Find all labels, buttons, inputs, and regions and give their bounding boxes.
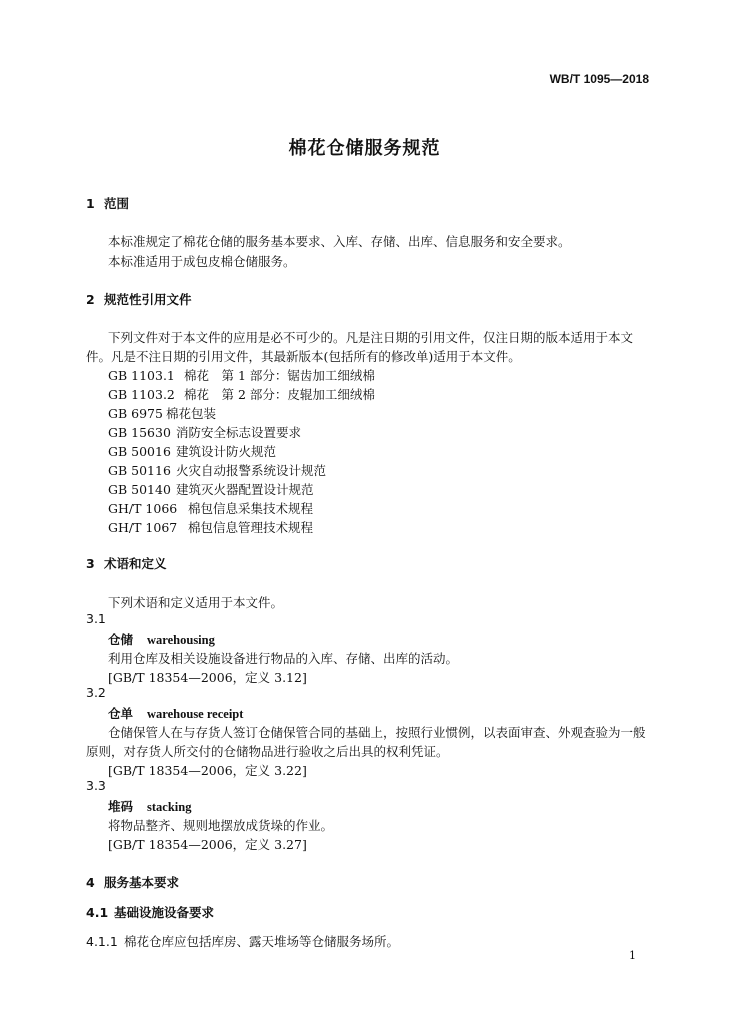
reference-item: [108, 480, 314, 498]
section-4-heading: [86, 873, 179, 891]
reference-code: GB 1103.1: [108, 368, 175, 383]
section-number: 2: [86, 292, 95, 307]
reference-title: 建筑设计防火规范: [176, 444, 277, 459]
subsection-heading: [86, 903, 214, 921]
term-number: 3.1: [86, 611, 106, 626]
section-2-heading: [86, 290, 192, 308]
reference-item: [108, 385, 375, 403]
reference-title: 消防安全标志设置要求: [176, 425, 302, 440]
term-definition-cont: 原则，对存货人所交付的仓储物品进行验收之后出具的权利凭证。: [86, 744, 449, 759]
reference-code: GB 50116: [108, 463, 171, 478]
term-definition: 仓储保管人在与存货人签订仓储保管合同的基础上，按照行业惯例，以表面审查、外观查验为一般: [108, 725, 646, 740]
reference-item: [108, 461, 326, 479]
section-title: 范围: [104, 196, 130, 211]
reference-title: 棉包信息采集技术规程: [188, 501, 314, 516]
subsection-title: 基础设施设备要求: [114, 905, 215, 920]
term-en: stacking: [147, 800, 192, 814]
paragraph: 下列术语和定义适用于本文件。: [108, 595, 284, 610]
paragraph: 下列文件对于本文件的应用是必不可少的。凡是注日期的引用文件，仅注日期的版本适用于本文: [108, 330, 634, 345]
reference-title: 棉花包装: [166, 406, 217, 421]
section-title: 术语和定义: [104, 556, 167, 571]
term-source: [GB/T 18354—2006，定义 3.27]: [108, 837, 307, 852]
standard-number: WB/T 1095—2018: [549, 72, 649, 86]
reference-code: GB 50140: [108, 482, 171, 497]
reference-item: [108, 442, 276, 460]
reference-title: 火灾自动报警系统设计规范: [176, 463, 327, 478]
reference-code: GH/T 1067: [108, 520, 178, 535]
reference-item: [108, 423, 301, 441]
reference-title: 建筑灭火器配置设计规范: [176, 482, 314, 497]
section-number: 1: [86, 196, 95, 211]
section-number: 4: [86, 875, 95, 890]
reference-title: 棉花 第 1 部分：锯齿加工细绒棉: [184, 368, 375, 383]
term-en: warehousing: [147, 633, 215, 647]
term-zh: 堆码: [108, 799, 134, 814]
term-heading: [108, 630, 215, 648]
paragraph: 本标准规定了棉花仓储的服务基本要求、入库、存储、出库、信息服务和安全要求。: [108, 234, 571, 249]
section-3-heading: [86, 554, 167, 572]
term-definition: 利用仓库及相关设施设备进行物品的入库、存储、出库的活动。: [108, 651, 459, 666]
term-source: [GB/T 18354—2006，定义 3.12]: [108, 670, 307, 685]
reference-title: 棉包信息管理技术规程: [188, 520, 314, 535]
reference-code: GH/T 1066: [108, 501, 178, 516]
term-source: [GB/T 18354—2006，定义 3.22]: [108, 763, 307, 778]
term-number: 3.2: [86, 685, 106, 700]
reference-code: GB 15630: [108, 425, 171, 440]
subsection-number: 4.1: [86, 905, 109, 920]
term-definition: 将物品整齐、规则地摆放成货垛的作业。: [108, 818, 334, 833]
document-title: 棉花仓储服务规范: [288, 138, 441, 159]
paragraph: 件。凡是不注日期的引用文件，其最新版本(包括所有的修改单)适用于本文件。: [86, 349, 521, 364]
reference-code: GB 1103.2: [108, 387, 175, 402]
section-number: 3: [86, 556, 95, 571]
term-heading: [108, 704, 243, 722]
term-zh: 仓储: [108, 632, 134, 647]
reference-item: [108, 404, 216, 422]
term-heading: [108, 797, 191, 815]
section-title: 规范性引用文件: [104, 292, 192, 307]
section-1-heading: [86, 194, 129, 212]
section-title: 服务基本要求: [104, 875, 180, 890]
reference-item: [108, 366, 375, 384]
term-en: warehouse receipt: [147, 707, 244, 721]
clause-text: 棉花仓库应包括库房、露天堆场等仓储服务场所。: [124, 934, 400, 949]
reference-item: [108, 499, 313, 517]
reference-item: [108, 518, 313, 536]
paragraph: 本标准适用于成包皮棉仓储服务。: [108, 254, 296, 269]
term-zh: 仓单: [108, 706, 134, 721]
term-number: 3.3: [86, 778, 106, 793]
page-number: 1: [629, 949, 636, 962]
reference-title: 棉花 第 2 部分：皮辊加工细绒棉: [184, 387, 375, 402]
reference-code: GB 6975: [108, 406, 163, 421]
clause: [86, 932, 399, 950]
reference-code: GB 50016: [108, 444, 171, 459]
clause-number: 4.1.1: [86, 934, 118, 949]
